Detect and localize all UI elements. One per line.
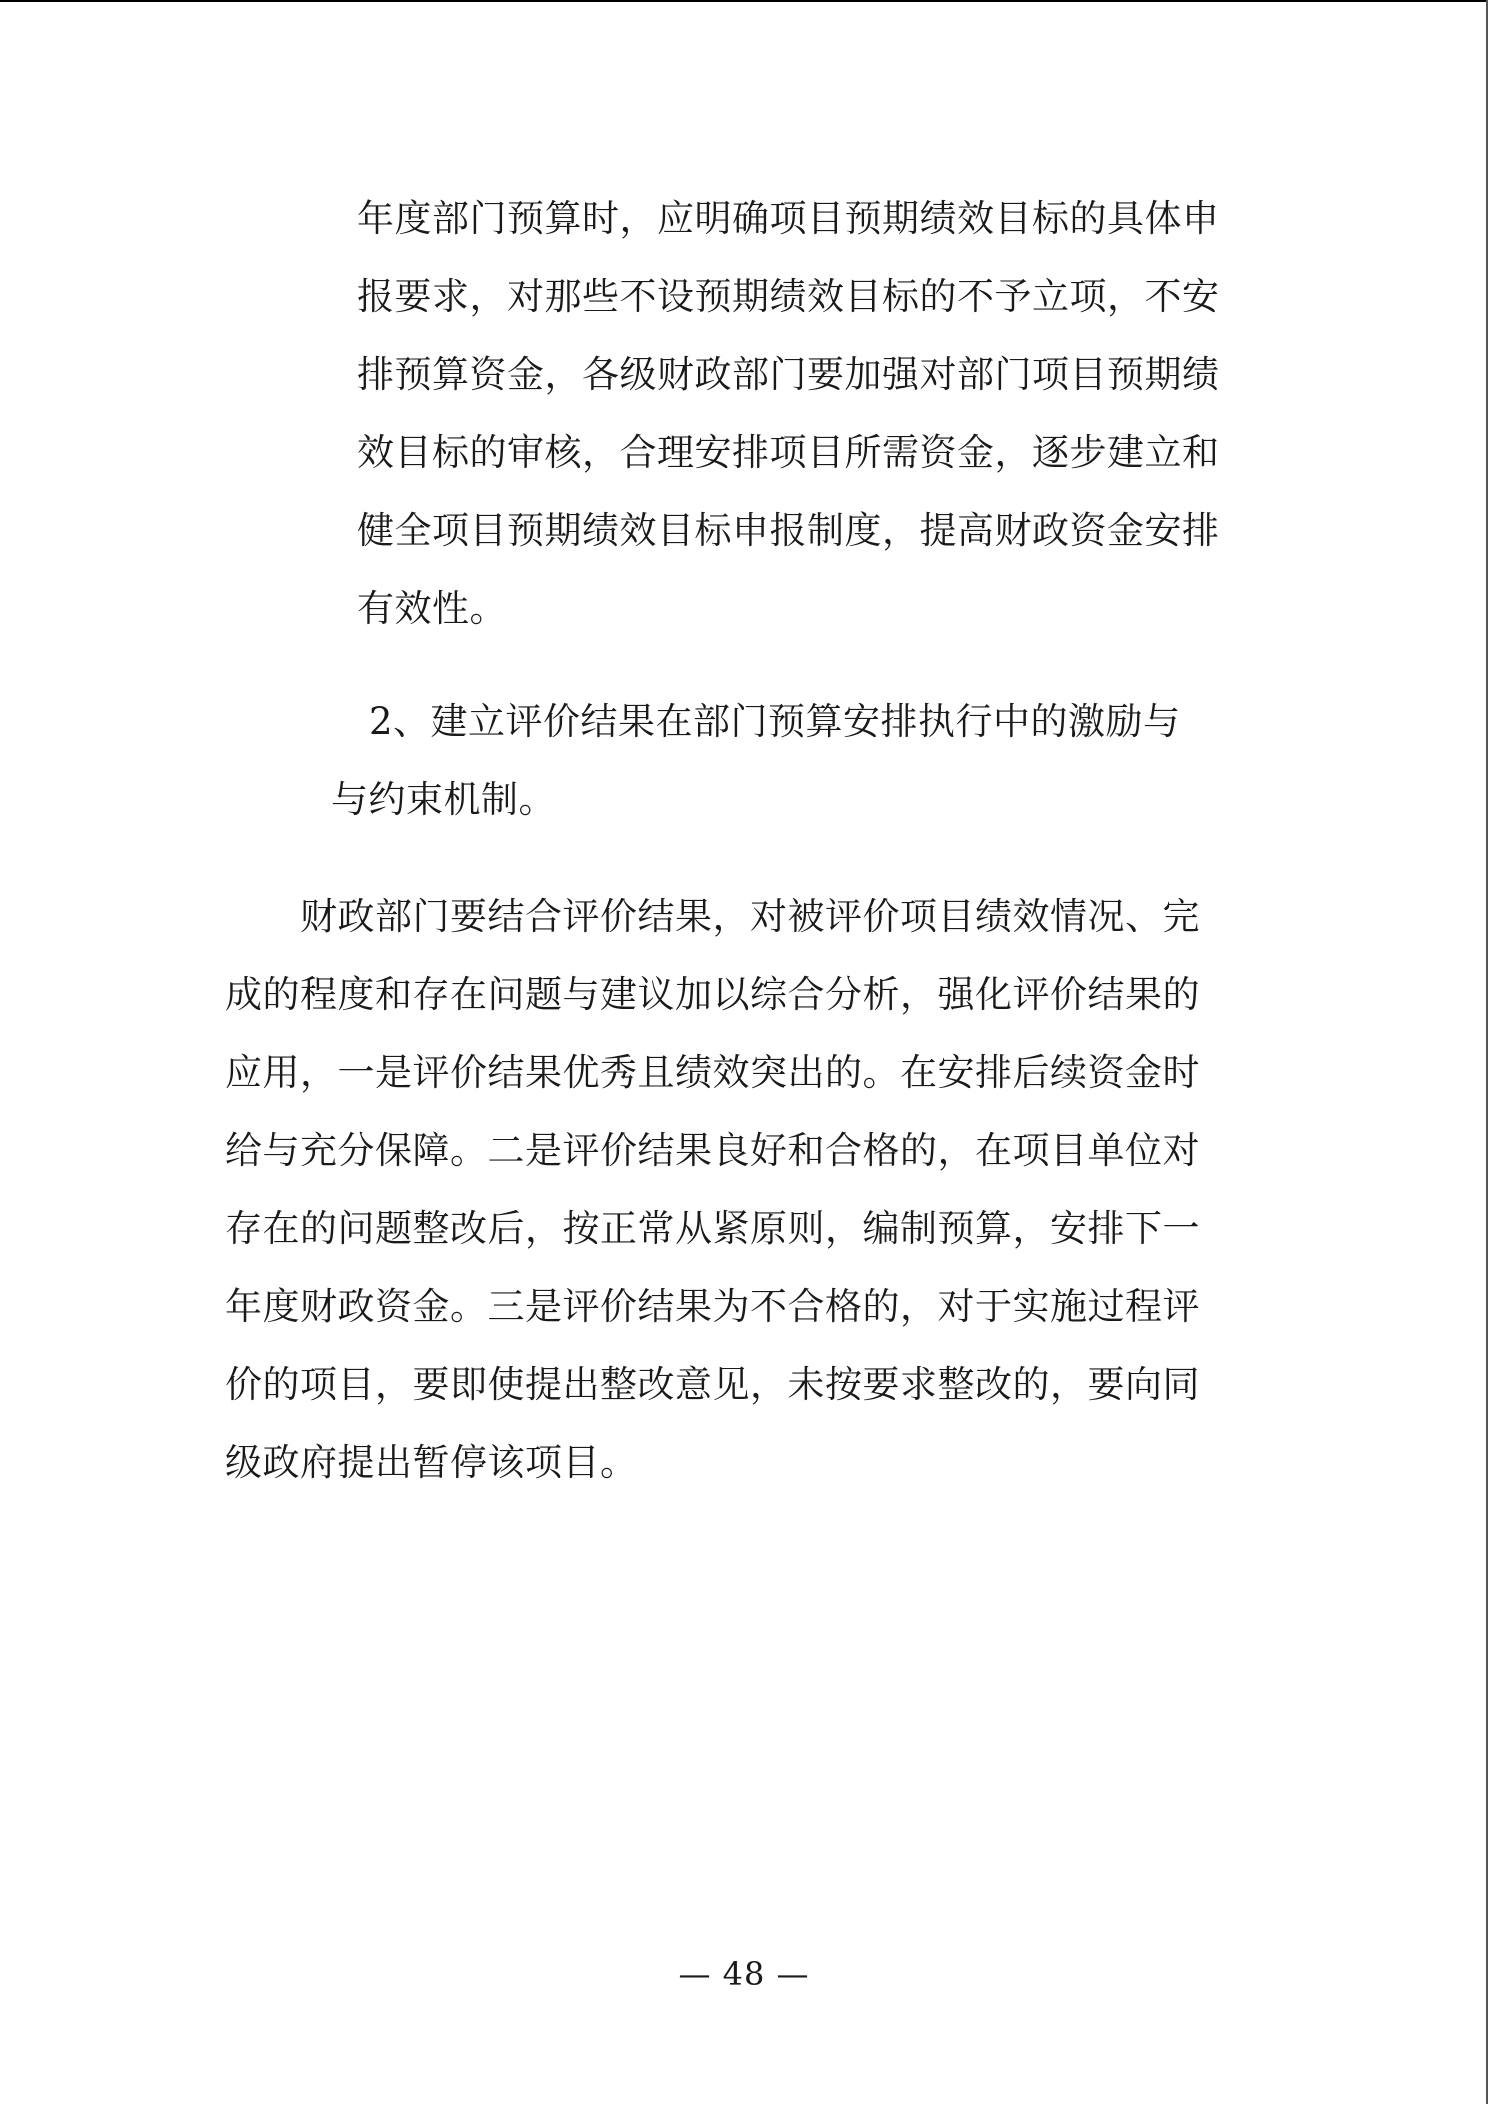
body-paragraph xyxy=(225,878,1200,1502)
text-line: 有效性。 xyxy=(357,587,507,630)
text-line: 健全项目预期绩效目标申报制度，提高财政资金安排 xyxy=(357,509,1220,552)
text-line: 应用，一是评价结果优秀且绩效突出的。在安排后续资金时 xyxy=(225,1051,1200,1094)
text-line: 成的程度和存在问题与建议加以综合分析，强化评价结果的 xyxy=(225,973,1200,1016)
heading-line: 2、建立评价结果在部门预算安排执行中的激励与 xyxy=(369,700,1181,743)
text-line: 年度财政资金。三是评价结果为不合格的，对于实施过程评 xyxy=(225,1285,1200,1328)
page-top-border xyxy=(0,0,1488,2)
text-line: 报要求，对那些不设预期绩效目标的不予立项，不安 xyxy=(357,275,1220,318)
text-line: 级政府提出暂停该项目。 xyxy=(225,1441,638,1484)
text-line: 财政部门要结合评价结果，对被评价项目绩效情况、完 xyxy=(300,895,1200,938)
heading-line: 与约束机制。 xyxy=(331,778,556,821)
text-line: 给与充分保障。二是评价结果良好和合格的，在项目单位对 xyxy=(225,1129,1200,1172)
section-heading xyxy=(331,683,1181,839)
paragraph-continued xyxy=(357,180,1220,648)
text-line: 效目标的审核，合理安排项目所需资金，逐步建立和 xyxy=(357,431,1220,474)
text-line: 存在的问题整改后，按正常从紧原则，编制预算，安排下一 xyxy=(225,1207,1200,1250)
page-number: — 48 — xyxy=(678,1955,810,1993)
text-line: 价的项目，要即使提出整改意见，未按要求整改的，要向同 xyxy=(225,1363,1200,1406)
text-line: 排预算资金，各级财政部门要加强对部门项目预期绩 xyxy=(357,353,1220,396)
text-line: 年度部门预算时，应明确项目预期绩效目标的具体申 xyxy=(357,197,1220,240)
